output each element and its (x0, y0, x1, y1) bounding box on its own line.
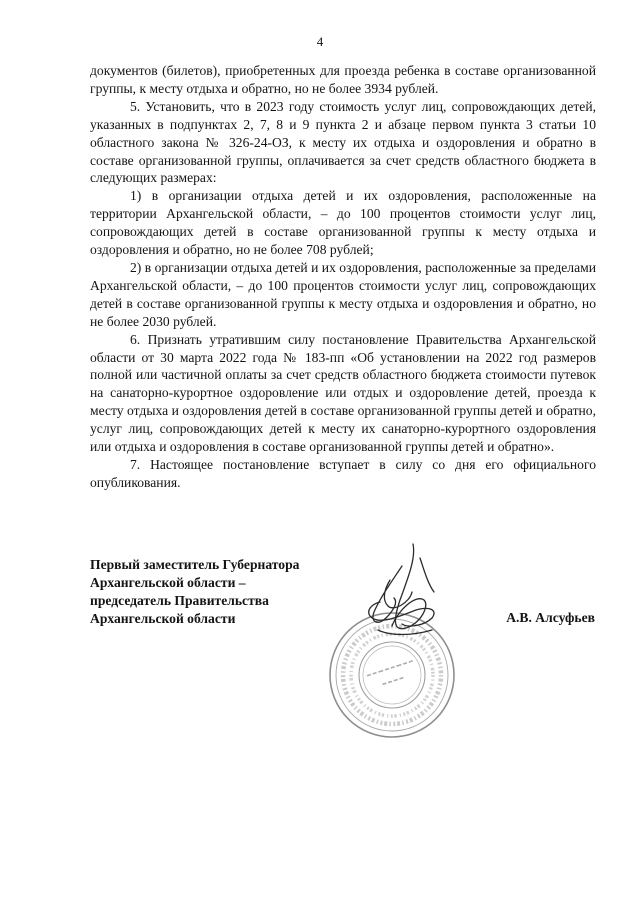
paragraph-item-5: 5. Установить, что в 2023 году стоимость услуг лиц, сопровождающих детей, указанных в подпунктах 2, 7, 8 и 9 пункта 2 и абзаце первом пункта 3 статьи 10 областного закона № 326-24-ОЗ, к месту их отдыха и оздоровления и обратно в составе организованной группы, оплачивается за счет средств областного бюджета в следующих размерах: (90, 98, 596, 186)
document-body (90, 62, 596, 492)
paragraph-subitem-1: 1) в организации отдыха детей и их оздоровления, расположенные на территории Архангельской области, – до 100 процентов стоимости услуг лиц, сопровождающих детей в составе организованной группы к месту отдыха и оздоровления и обратно, но не более 708 рублей; (90, 188, 596, 258)
paragraph-subitem-2: 2) в организации отдыха детей и их оздоровления, расположенные за пределами Архангельской области, – до 100 процентов стоимости услуг лиц, сопровождающих детей в составе организованной группы к месту отдыха и оздоровления и обратно, но не более 2030 рублей. (90, 259, 596, 329)
official-seal (330, 613, 454, 737)
paragraph-item-7: 7. Настоящее постановление вступает в силу со дня его официального опубликования. (90, 456, 596, 490)
paragraph-continuation: документов (билетов), приобретенных для проезда ребенка в составе организованной группы, к месту отдыха и обратно, но не более 3934 рублей. (90, 63, 596, 96)
page-number: 4 (316, 34, 324, 49)
signatory-title-line: председатель Правительства (90, 593, 269, 608)
signatory-name: А.В. Алсуфьев (506, 610, 595, 625)
signatory-title-line: Архангельской области (90, 611, 236, 626)
paragraph-item-6: 6. Признать утратившим силу постановление Правительства Архангельской области от 30 марта 2022 года № 183-пп «Об установлении на 2022 год размеров полной или частичной оплаты за счет средств областного бюджета стоимости путевок на санаторно-курортное оздоровление или отдых и оздоровление детей, проезда к месту отдыха и оздоровления детей в составе организованной группы детей и обратно, услуг лиц, сопровождающих детей к месту их санаторно-курортного оздоровления или отдыха и оздоровления в составе организованной группы детей и обратно». (90, 331, 596, 455)
signatory-title-line: Архангельской области – (90, 575, 246, 590)
signatory-title-line: Первый заместитель Губернатора (90, 557, 300, 572)
signatory-title (90, 556, 299, 628)
official-seal-and-signature (320, 540, 470, 745)
